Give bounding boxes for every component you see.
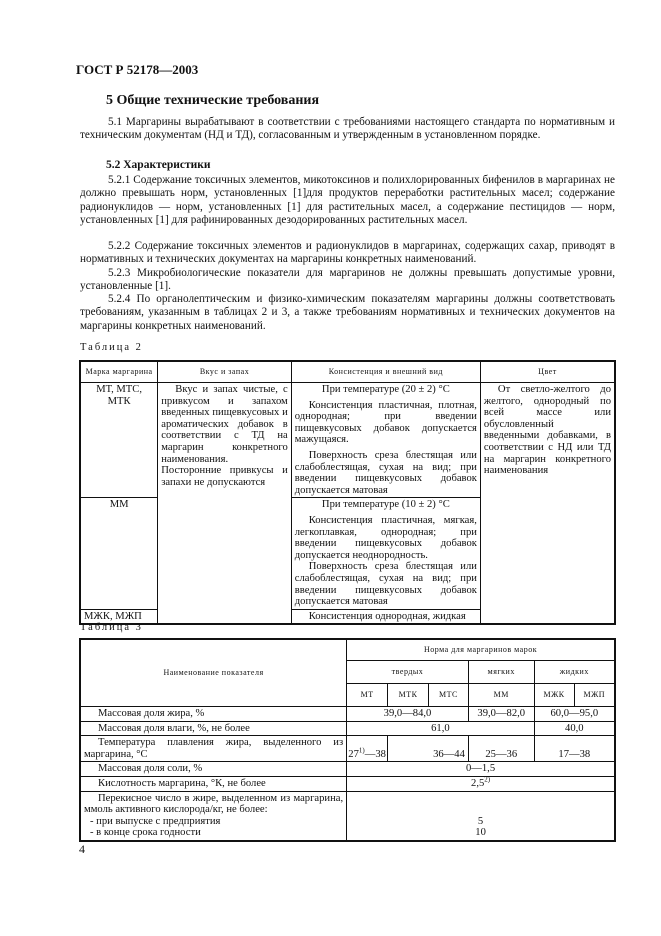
footnote-mark: 1) — [358, 746, 365, 755]
table2-caption: Таблица 2 — [80, 342, 143, 353]
table-header-row — [80, 361, 615, 383]
value-text: —38 — [364, 748, 386, 760]
document-header: ГОСТ Р 52178—2003 — [76, 62, 199, 77]
surface-text: Поверхность среза блестящая или слабоблестящая, сухая на вид; при введении пищевкусовых добавок допускается матовая — [294, 449, 477, 496]
table3-caption: Таблица 3 — [80, 622, 143, 633]
value-cell — [347, 776, 615, 791]
table-row — [80, 707, 615, 722]
header-brand-mt: МТ — [347, 684, 388, 707]
value-cell: 40,0 — [534, 721, 615, 736]
taste-cell: Вкус и запах чистые, с привкусом и запахом введенных пищевкусовых и ароматических добавок в соответствии с ТД на маргарин конкретного наименования. Посторонние привкусы и запахи не допускаются — [158, 383, 292, 625]
temperature-label: При температуре (10 ± 2) °С — [321, 499, 450, 511]
page-number: 4 — [79, 842, 85, 856]
header-group-soft: мягких — [468, 661, 534, 684]
header-color: Цвет — [480, 361, 615, 383]
header-brand-mtk: МТК — [388, 684, 429, 707]
paragraph-5-2-4: 5.2.4 По органолептическим и физико-химическим показателям маргарины должны соответствовать требованиям, указанным в таблицах 2 и 3, а также требованиям нормативных и технических документов на маргарины конкретных наименований. — [80, 293, 615, 332]
header-brand-mzhp: МЖП — [574, 684, 615, 707]
value-cell: 39,0—82,0 — [468, 707, 534, 722]
table-row — [80, 762, 615, 777]
indicator-name — [80, 791, 347, 841]
header-brand-mm: ММ — [468, 684, 534, 707]
header-brand: Марка маргарина — [80, 361, 158, 383]
value-text: 5 — [477, 815, 484, 827]
header-consistency: Консистенция и внешний вид — [291, 361, 480, 383]
value-cell: 60,0—95,0 — [534, 707, 615, 722]
consistency-cell: Консистенция однородная, жидкая — [291, 609, 480, 624]
indicator-name: Кислотность маргарина, °К, не более — [80, 776, 347, 791]
table-row — [80, 776, 615, 791]
value-cell: 17—38 — [534, 736, 615, 762]
table-row — [80, 721, 615, 736]
brand-cell: МЖК, МЖП — [80, 609, 158, 624]
consistency-text: Консистенция пластичная, мягкая, легкоплавкая, однородная; при введении пищевкусовых добавок допускается неоднородность. — [294, 514, 477, 561]
peroxide-name: Перекисное число в жире, выделенном из маргарина, ммоль активного кислорода/кг, не более: — [84, 792, 344, 816]
section-title: 5 Общие технические требования — [106, 93, 320, 108]
value-text: 2,5 — [471, 777, 485, 789]
header-group-liquid: жидких — [534, 661, 615, 684]
peroxide-sub2: - в конце срока годности — [90, 827, 201, 839]
indicator-name: Массовая доля соли, % — [80, 762, 347, 777]
brand-cell: МТ, МТС, МТК — [80, 383, 158, 498]
value-cell: 0—1,5 — [347, 762, 615, 777]
table-row — [80, 791, 615, 841]
value-cell — [347, 736, 388, 762]
header-taste: Вкус и запах — [158, 361, 292, 383]
header-group-solid: твердых — [347, 661, 469, 684]
consistency-cell — [291, 383, 480, 498]
consistency-cell — [291, 498, 480, 609]
paragraph-5-2-1: 5.2.1 Содержание токсичных элементов, микотоксинов и полихлорированных бифенилов в маргаринах не должно превышать норм, установленных [1]для продуктов переработки растительных масел; содержание радионуклидов — норм, установленных [1] для растительных масел, а содержание пестицидов — норм, установленных [1] для рафинированных дезодорированных растительных масел. — [80, 174, 615, 227]
header-brand-mzhk: МЖК — [534, 684, 574, 707]
indicator-name: Массовая доля жира, % — [80, 707, 347, 722]
value-text: 27 — [348, 748, 359, 760]
value-cell: 61,0 — [347, 721, 535, 736]
value-cell: 39,0—84,0 — [347, 707, 469, 722]
subsection-title: 5.2 Характеристики — [106, 159, 211, 171]
value-cell: 25—36 — [468, 736, 534, 762]
table-row — [80, 736, 615, 762]
value-text: 10 — [475, 827, 486, 839]
paragraph-5-2-2: 5.2.2 Содержание токсичных элементов и радионуклидов в маргаринах, содержащих сахар, приводят в нормативных и технических документах на маргарины конкретных наименований. — [80, 240, 615, 266]
indicator-name: Массовая доля влаги, %, не более — [80, 721, 347, 736]
table-header-row — [80, 639, 615, 661]
header-indicator: Наименование показателя — [80, 639, 347, 707]
header-brand-mts: МТС — [428, 684, 468, 707]
value-cell — [347, 791, 615, 841]
table-3 — [79, 638, 616, 842]
consistency-text: Консистенция пластичная, плотная, однородная; при введении пищевкусовых добавок допускается мажущаяся. — [294, 399, 477, 446]
indicator-name: Температура плавления жира, выделенного из маргарина, °С — [80, 736, 347, 762]
table-2 — [79, 360, 616, 625]
table-row — [80, 383, 615, 498]
paragraph-5-1: 5.1 Маргарины вырабатывают в соответствии с требованиями настоящего стандарта по нормативным и техническим документам (НД и ТД), согласованным и утвержденным в установленном порядке. — [80, 116, 615, 142]
brand-cell: ММ — [80, 498, 158, 609]
value-cell: 36—44 — [388, 736, 469, 762]
surface-text: Поверхность среза блестящая или слабоблестящая, сухая на вид; при введении пищевкусовых добавок допускается матовая — [294, 561, 477, 608]
header-norm: Норма для маргаринов марок — [347, 639, 615, 661]
footnote-mark: 2) — [484, 775, 491, 784]
temperature-label: При температуре (20 ± 2) °С — [321, 384, 450, 395]
color-cell: От светло-желтого до желтого, однородный по всей массе или обусловленный введенными добавками, в соответствии с НД или ТД на маргарин конкретного наименования — [480, 383, 615, 625]
peroxide-sub1: - при выпуске с предприятия — [90, 815, 221, 827]
paragraph-5-2-3: 5.2.3 Микробиологические показатели для маргаринов не должны превышать допустимые уровни, установленные [1]. — [80, 267, 615, 293]
